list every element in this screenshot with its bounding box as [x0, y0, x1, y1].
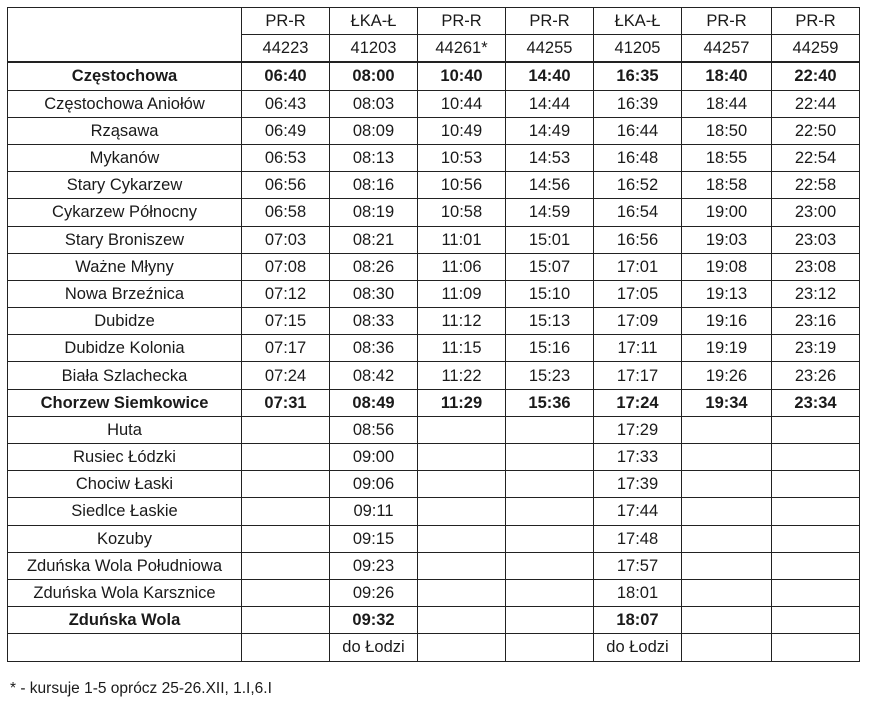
departure-time: 17:57 — [594, 552, 682, 579]
station-row — [8, 498, 860, 525]
departure-time — [242, 444, 330, 471]
departure-time: 17:33 — [594, 444, 682, 471]
departure-time: 17:39 — [594, 471, 682, 498]
departure-time — [506, 525, 594, 552]
departure-time: 10:56 — [418, 172, 506, 199]
station-row — [8, 144, 860, 171]
station-name: Zduńska Wola — [8, 607, 242, 634]
departure-time: 06:49 — [242, 117, 330, 144]
departure-time: 08:42 — [330, 362, 418, 389]
station-name: Rząsawa — [8, 117, 242, 144]
departure-time: 23:34 — [772, 389, 860, 416]
station-name: Dubidze — [8, 308, 242, 335]
departure-time: 18:40 — [682, 62, 772, 90]
departure-time: 15:36 — [506, 389, 594, 416]
station-name: Nowa Brzeźnica — [8, 280, 242, 307]
departure-time — [772, 552, 860, 579]
train-category: PR-R — [242, 8, 330, 35]
departure-time: 19:13 — [682, 280, 772, 307]
departure-time: 22:54 — [772, 144, 860, 171]
departure-time: 10:58 — [418, 199, 506, 226]
departure-time: 07:31 — [242, 389, 330, 416]
station-row — [8, 525, 860, 552]
departure-time: 15:16 — [506, 335, 594, 362]
departure-time: 10:44 — [418, 90, 506, 117]
departure-time: 18:50 — [682, 117, 772, 144]
station-row — [8, 416, 860, 443]
departure-time: 07:03 — [242, 226, 330, 253]
departure-time: 08:00 — [330, 62, 418, 90]
departure-time: 18:44 — [682, 90, 772, 117]
station-row — [8, 199, 860, 226]
departure-time: 18:07 — [594, 607, 682, 634]
station-row — [8, 117, 860, 144]
station-row — [8, 172, 860, 199]
station-name: Częstochowa Aniołów — [8, 90, 242, 117]
departure-time: 15:07 — [506, 253, 594, 280]
departure-time: 22:58 — [772, 172, 860, 199]
station-name: Cykarzew Północny — [8, 199, 242, 226]
departure-time: do Łodzi — [330, 634, 418, 661]
departure-time — [242, 552, 330, 579]
departure-time: 08:30 — [330, 280, 418, 307]
departure-time — [506, 444, 594, 471]
station-name — [8, 634, 242, 661]
departure-time — [682, 525, 772, 552]
departure-time: 09:06 — [330, 471, 418, 498]
departure-time: 08:21 — [330, 226, 418, 253]
station-name: Kozuby — [8, 525, 242, 552]
station-name: Ważne Młyny — [8, 253, 242, 280]
departure-time: 08:26 — [330, 253, 418, 280]
departure-time: 06:40 — [242, 62, 330, 90]
departure-time: 23:19 — [772, 335, 860, 362]
station-name: Dubidze Kolonia — [8, 335, 242, 362]
departure-time — [772, 634, 860, 661]
departure-time: 08:36 — [330, 335, 418, 362]
departure-time — [418, 552, 506, 579]
departure-time — [506, 634, 594, 661]
departure-time: 15:01 — [506, 226, 594, 253]
station-row — [8, 607, 860, 634]
departure-time — [772, 579, 860, 606]
train-category: PR-R — [418, 8, 506, 35]
departure-time: 19:16 — [682, 308, 772, 335]
station-row — [8, 362, 860, 389]
departure-time: 06:56 — [242, 172, 330, 199]
departure-time: 19:08 — [682, 253, 772, 280]
departure-time — [242, 525, 330, 552]
departure-time: 09:00 — [330, 444, 418, 471]
station-name: Stary Broniszew — [8, 226, 242, 253]
departure-time: 11:22 — [418, 362, 506, 389]
departure-time: 17:48 — [594, 525, 682, 552]
departure-time: 08:49 — [330, 389, 418, 416]
departure-time: 09:23 — [330, 552, 418, 579]
departure-time — [772, 525, 860, 552]
departure-time: 14:56 — [506, 172, 594, 199]
departure-time: 14:44 — [506, 90, 594, 117]
departure-time: 14:40 — [506, 62, 594, 90]
header-corner-cell — [8, 8, 242, 63]
train-number: 44257 — [682, 35, 772, 63]
departure-time: 11:09 — [418, 280, 506, 307]
train-number: 44255 — [506, 35, 594, 63]
station-name: Stary Cykarzew — [8, 172, 242, 199]
departure-time: 07:12 — [242, 280, 330, 307]
departure-time: 17:17 — [594, 362, 682, 389]
departure-time — [418, 579, 506, 606]
station-row — [8, 579, 860, 606]
train-number: 44261* — [418, 35, 506, 63]
train-number: 41203 — [330, 35, 418, 63]
departure-time: 16:52 — [594, 172, 682, 199]
departure-time: 11:29 — [418, 389, 506, 416]
departure-time — [682, 634, 772, 661]
train-number: 44259 — [772, 35, 860, 63]
train-category: PR-R — [772, 8, 860, 35]
departure-time: 16:54 — [594, 199, 682, 226]
station-row — [8, 90, 860, 117]
departure-time — [418, 416, 506, 443]
station-row — [8, 389, 860, 416]
station-row — [8, 444, 860, 471]
departure-time — [682, 552, 772, 579]
departure-time: 16:44 — [594, 117, 682, 144]
departure-time — [242, 579, 330, 606]
departure-time — [506, 579, 594, 606]
departure-time: 14:59 — [506, 199, 594, 226]
departure-time: 09:32 — [330, 607, 418, 634]
departure-time — [682, 444, 772, 471]
station-row — [8, 226, 860, 253]
station-row — [8, 552, 860, 579]
departure-time: 14:53 — [506, 144, 594, 171]
station-row — [8, 335, 860, 362]
departure-time — [418, 634, 506, 661]
departure-time — [418, 607, 506, 634]
departure-time: 23:12 — [772, 280, 860, 307]
departure-time — [506, 607, 594, 634]
station-name: Mykanów — [8, 144, 242, 171]
departure-time: 09:26 — [330, 579, 418, 606]
departure-time: 19:03 — [682, 226, 772, 253]
departure-time: 17:44 — [594, 498, 682, 525]
departure-time: 17:05 — [594, 280, 682, 307]
departure-time: 16:39 — [594, 90, 682, 117]
departure-time: 10:40 — [418, 62, 506, 90]
departure-time: 11:06 — [418, 253, 506, 280]
station-row — [8, 634, 860, 661]
departure-time — [682, 579, 772, 606]
departure-time — [418, 525, 506, 552]
station-name: Biała Szlachecka — [8, 362, 242, 389]
departure-time: 19:26 — [682, 362, 772, 389]
departure-time: 08:16 — [330, 172, 418, 199]
departure-time: 09:15 — [330, 525, 418, 552]
departure-time: 15:13 — [506, 308, 594, 335]
departure-time — [506, 416, 594, 443]
station-name: Zduńska Wola Południowa — [8, 552, 242, 579]
departure-time — [682, 416, 772, 443]
departure-time: 06:43 — [242, 90, 330, 117]
station-row — [8, 471, 860, 498]
departure-time: 23:16 — [772, 308, 860, 335]
timetable-body — [8, 62, 860, 661]
train-number: 41205 — [594, 35, 682, 63]
departure-time: 22:44 — [772, 90, 860, 117]
departure-time: 08:19 — [330, 199, 418, 226]
departure-time — [506, 498, 594, 525]
departure-time: 08:33 — [330, 308, 418, 335]
departure-time: 19:00 — [682, 199, 772, 226]
departure-time: 18:01 — [594, 579, 682, 606]
departure-time: 19:34 — [682, 389, 772, 416]
departure-time — [506, 552, 594, 579]
departure-time: 19:19 — [682, 335, 772, 362]
departure-time — [242, 416, 330, 443]
departure-time: 07:24 — [242, 362, 330, 389]
station-row — [8, 280, 860, 307]
departure-time — [418, 498, 506, 525]
departure-time: 08:09 — [330, 117, 418, 144]
departure-time: 08:13 — [330, 144, 418, 171]
departure-time: 07:17 — [242, 335, 330, 362]
departure-time: 17:24 — [594, 389, 682, 416]
departure-time: 18:58 — [682, 172, 772, 199]
departure-time: do Łodzi — [594, 634, 682, 661]
train-category: PR-R — [506, 8, 594, 35]
departure-time: 17:09 — [594, 308, 682, 335]
departure-time: 11:15 — [418, 335, 506, 362]
footnote: * - kursuje 1-5 oprócz 25-26.XII, 1.I,6.I — [10, 680, 272, 697]
departure-time — [682, 498, 772, 525]
departure-time — [242, 634, 330, 661]
departure-time: 17:01 — [594, 253, 682, 280]
departure-time — [242, 607, 330, 634]
departure-time: 15:23 — [506, 362, 594, 389]
departure-time: 22:50 — [772, 117, 860, 144]
departure-time — [772, 471, 860, 498]
departure-time: 11:01 — [418, 226, 506, 253]
station-name: Zduńska Wola Karsznice — [8, 579, 242, 606]
departure-time — [772, 498, 860, 525]
train-category: ŁKA-Ł — [330, 8, 418, 35]
station-row — [8, 253, 860, 280]
departure-time — [682, 607, 772, 634]
departure-time: 06:58 — [242, 199, 330, 226]
departure-time — [772, 607, 860, 634]
departure-time: 23:00 — [772, 199, 860, 226]
departure-time: 09:11 — [330, 498, 418, 525]
departure-time: 17:29 — [594, 416, 682, 443]
departure-time: 22:40 — [772, 62, 860, 90]
train-category-row — [8, 8, 860, 35]
departure-time: 07:08 — [242, 253, 330, 280]
departure-time: 08:03 — [330, 90, 418, 117]
station-name: Chociw Łaski — [8, 471, 242, 498]
departure-time: 10:49 — [418, 117, 506, 144]
departure-time — [772, 416, 860, 443]
departure-time: 06:53 — [242, 144, 330, 171]
train-category: PR-R — [682, 8, 772, 35]
train-category: ŁKA-Ł — [594, 8, 682, 35]
departure-time: 07:15 — [242, 308, 330, 335]
station-name: Chorzew Siemkowice — [8, 389, 242, 416]
departure-time: 18:55 — [682, 144, 772, 171]
station-name: Rusiec Łódzki — [8, 444, 242, 471]
departure-time: 16:56 — [594, 226, 682, 253]
departure-time: 16:35 — [594, 62, 682, 90]
departure-time — [506, 471, 594, 498]
departure-time — [242, 471, 330, 498]
departure-time: 14:49 — [506, 117, 594, 144]
station-name: Częstochowa — [8, 62, 242, 90]
departure-time: 23:03 — [772, 226, 860, 253]
departure-time: 10:53 — [418, 144, 506, 171]
departure-time: 23:08 — [772, 253, 860, 280]
departure-time — [682, 471, 772, 498]
departure-time — [418, 444, 506, 471]
timetable — [7, 7, 860, 662]
departure-time — [418, 471, 506, 498]
departure-time: 11:12 — [418, 308, 506, 335]
station-name: Huta — [8, 416, 242, 443]
station-name: Siedlce Łaskie — [8, 498, 242, 525]
train-number: 44223 — [242, 35, 330, 63]
departure-time: 23:26 — [772, 362, 860, 389]
departure-time — [242, 498, 330, 525]
departure-time — [772, 444, 860, 471]
departure-time: 17:11 — [594, 335, 682, 362]
departure-time: 15:10 — [506, 280, 594, 307]
station-row — [8, 308, 860, 335]
station-row — [8, 62, 860, 90]
departure-time: 16:48 — [594, 144, 682, 171]
departure-time: 08:56 — [330, 416, 418, 443]
